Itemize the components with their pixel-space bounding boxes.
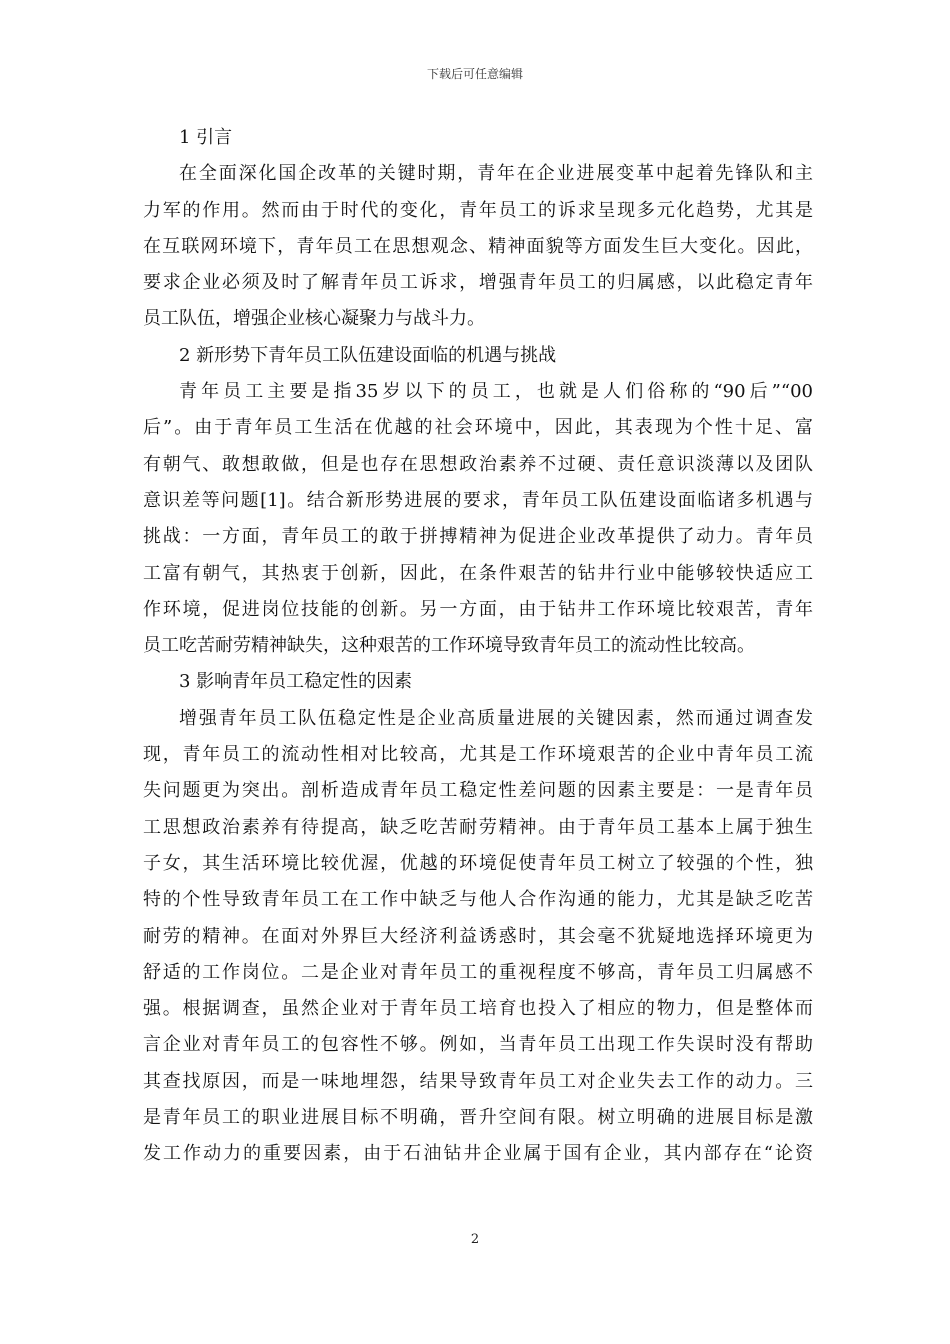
text-line: 员工队伍，增强企业核心凝聚力与战斗力。 <box>143 308 485 330</box>
text-line: 在全面深化国企改革的关键时期，青年在企业进展变革中起着先锋队和主 <box>179 163 813 185</box>
text-line: 意识差等问题[1]。结合新形势进展的要求，青年员工队伍建设面临诸多机遇与 <box>143 489 813 511</box>
text-line: 作环境，促进岗位技能的创新。另一方面，由于钻井工作环境比较艰苦，青年 <box>143 598 813 620</box>
text-line: 增强青年员工队伍稳定性是企业高质量进展的关键因素，然而通过调查发 <box>179 707 813 729</box>
page-header: 下载后可任意编辑 <box>426 67 523 81</box>
section-heading <box>143 338 813 374</box>
text-line: 强。根据调查，虽然企业对于青年员工培育也投入了相应的物力，但是整体而 <box>143 998 813 1020</box>
heading-text: 3 影响青年员工稳定性的因素 <box>179 671 413 693</box>
text-line: 工思想政治素养有待提高，缺乏吃苦耐劳精神。由于青年员工基本上属于独生 <box>143 816 813 838</box>
heading-text: 2 新形势下青年员工队伍建设面临的机遇与挑战 <box>179 344 557 366</box>
text-line: 工富有朝气，其热衷于创新，因此，在条件艰苦的钻井行业中能够较快适应工 <box>143 562 813 584</box>
text-line: 言企业对青年员工的包容性不够。例如，当青年员工出现工作失误时没有帮助 <box>143 1034 813 1056</box>
text-line: 挑战：一方面，青年员工的敢于拼搏精神为促进企业改革提供了动力。青年员 <box>143 526 813 548</box>
text-line: 特的个性导致青年员工在工作中缺乏与他人合作沟通的能力，尤其是缺乏吃苦 <box>143 889 813 911</box>
text-line: 失问题更为突出。剖析造成青年员工稳定性差问题的因素主要是：一是青年员 <box>143 780 813 802</box>
text-line: 耐劳的精神。在面对外界巨大经济利益诱惑时，其会毫不犹疑地选择环境更为 <box>143 925 813 947</box>
paragraph <box>143 156 813 337</box>
document-body <box>143 120 813 1173</box>
section-heading <box>143 664 813 700</box>
text-line: 力军的作用。然而由于时代的变化，青年员工的诉求呈现多元化趋势，尤其是 <box>143 199 813 221</box>
text-line: 有朝气、敢想敢做，但是也存在思想政治素养不过硬、责任意识淡薄以及团队 <box>143 453 813 475</box>
text-line: 现，青年员工的流动性相对比较高，尤其是工作环境艰苦的企业中青年员工流 <box>143 744 813 766</box>
text-line: 后”。由于青年员工生活在优越的社会环境中，因此，其表现为个性十足、富 <box>143 417 813 439</box>
heading-text: 1 引言 <box>179 127 233 148</box>
text-line: 发工作动力的重要因素，由于石油钻井企业属于国有企业，其内部存在“论资 <box>143 1143 813 1165</box>
paragraph <box>143 701 813 1173</box>
text-line: 子女，其生活环境比较优渥，优越的环境促使青年员工树立了较强的个性，独 <box>143 852 813 874</box>
section-heading <box>143 120 813 156</box>
page-number: 2 <box>470 1232 480 1247</box>
text-line: 是青年员工的职业进展目标不明确，晋升空间有限。树立明确的进展目标是激 <box>143 1107 813 1129</box>
text-line: 舒适的工作岗位。二是企业对青年员工的重视程度不够高，青年员工归属感不 <box>143 961 813 983</box>
text-line: 员工吃苦耐劳精神缺失，这种艰苦的工作环境导致青年员工的流动性比较高。 <box>143 635 755 657</box>
text-line: 在互联网环境下，青年员工在思想观念、精神面貌等方面发生巨大变化。因此， <box>143 235 813 257</box>
paragraph <box>143 374 813 664</box>
text-line: 其查找原因，而是一味地埋怨，结果导致青年员工对企业失去工作的动力。三 <box>143 1070 813 1092</box>
text-line: 要求企业必须及时了解青年员工诉求，增强青年员工的归属感，以此稳定青年 <box>143 272 813 294</box>
text-line: 青年员工主要是指35岁以下的员工，也就是人们俗称的“90后”“00 <box>179 381 813 403</box>
